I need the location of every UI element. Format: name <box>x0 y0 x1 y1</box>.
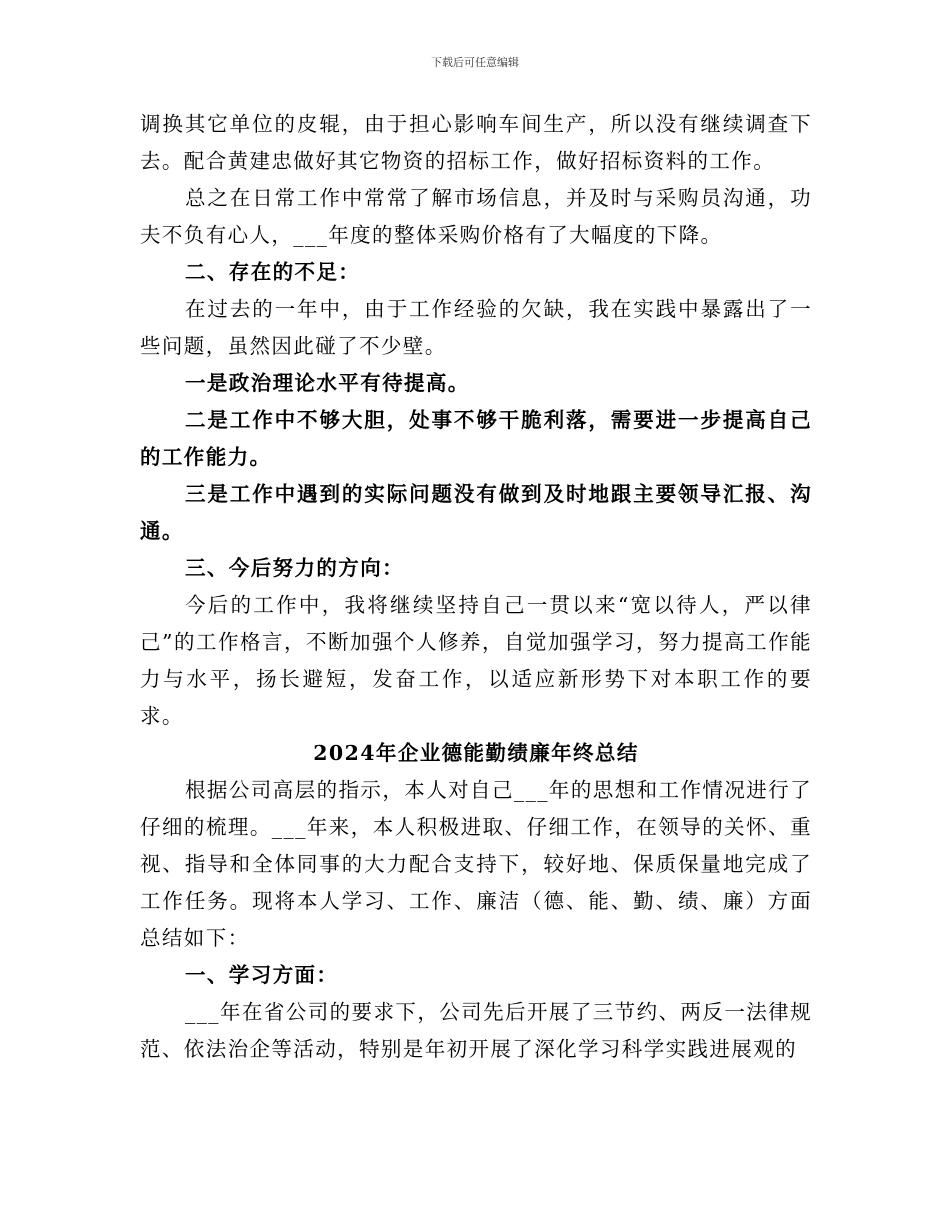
paragraph: 今后的工作中，我将继续坚持自己一贯以来“宽以待人，严以律己”的工作格言，不断加强个人修养，自觉加强学习，努力提高工作能力与水平，扬长避短，发奋工作，以适应新形势下对本职工作的要求。 <box>140 593 812 728</box>
document-body <box>140 106 812 1068</box>
paragraph: 根据公司高层的指示，本人对自己___年的思想和工作情况进行了仔细的梳理。___年来，本人积极进取、仔细工作，在领导的关怀、重视、指导和全体同事的大力配合支持下，较好地、保质保量地完成了工作任务。现将本人学习、工作、廉洁（德、能、勤、绩、廉）方面总结如下： <box>140 778 812 950</box>
section-heading: 二、存在的不足： <box>185 260 361 284</box>
section-heading: 三、今后努力的方向： <box>185 556 404 580</box>
paragraph: 总之在日常工作中常常了解市场信息，并及时与采购员沟通，功夫不负有心人，___年度的整体采购价格有了大幅度的下降。 <box>140 186 812 247</box>
section-heading: 一、学习方面： <box>185 963 339 987</box>
bold-paragraph: 二是工作中不够大胆，处事不够干脆利落，需要进一步提高自己的工作能力。 <box>140 408 812 469</box>
bold-paragraph: 一是政治理论水平有待提高。 <box>185 371 470 395</box>
paragraph: ___年在省公司的要求下，公司先后开展了三节约、两反一法律规范、依法治企等活动，特别是年初开展了深化学习科学实践进展观的 <box>140 1000 812 1061</box>
document-title: 2024年企业德能勤绩廉年终总结 <box>313 741 639 765</box>
paragraph: 在过去的一年中，由于工作经验的欠缺，我在实践中暴露出了一些问题，虽然因此碰了不少壁。 <box>140 297 812 358</box>
bold-paragraph: 三是工作中遇到的实际问题没有做到及时地跟主要领导汇报、沟通。 <box>140 482 812 543</box>
paragraph: 调换其它单位的皮辊，由于担心影响车间生产，所以没有继续调查下去。配合黄建忠做好其它物资的招标工作，做好招标资料的工作。 <box>140 112 812 173</box>
page-header: 下载后可任意编辑 <box>431 56 519 69</box>
